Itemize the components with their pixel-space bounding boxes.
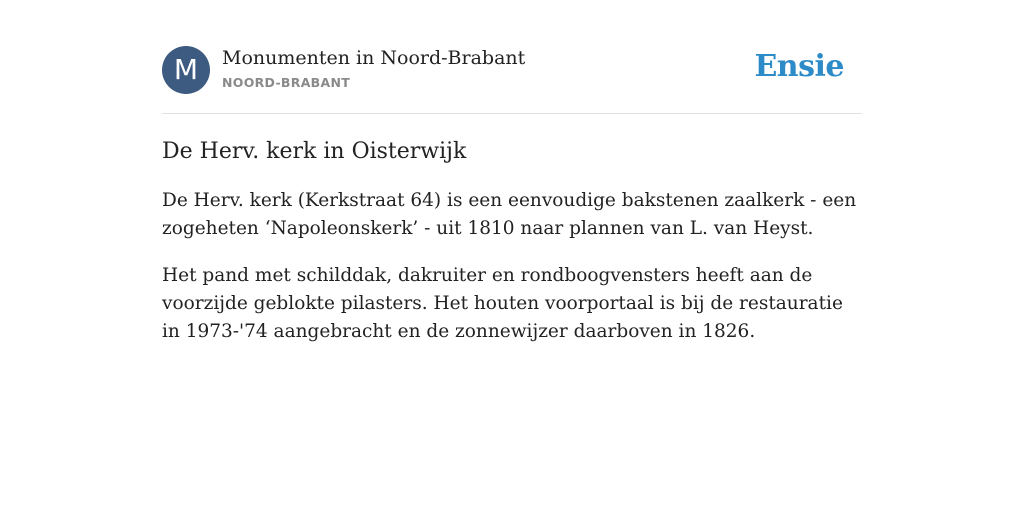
article-paragraph: De Herv. kerk (Kerkstraat 64) is een eenvoudige bakstenen zaalkerk - een zogeheten ‘Napoleonskerk’ - uit 1810 naar plannen van L. van Heyst. <box>162 190 857 239</box>
avatar[interactable]: M <box>162 46 210 94</box>
header-divider <box>162 113 862 114</box>
article <box>162 137 862 365</box>
blog-header <box>162 46 862 96</box>
article-title: De Herv. kerk in Oisterwijk <box>162 139 467 164</box>
blog-title[interactable]: Monumenten in Noord-Brabant <box>222 47 526 69</box>
article-paragraph: Het pand met schilddak, dakruiter en rondboogvensters heeft aan de voorzijde geblokte pilasters. Het houten voorportaal is bij de restauratie in 1973-'74 aangebracht en de zonnewijzer daarboven in 1826. <box>162 265 843 342</box>
brand-logo-link[interactable]: Ensie <box>754 49 844 84</box>
blog-subtitle[interactable]: NOORD-BRABANT <box>222 75 351 90</box>
